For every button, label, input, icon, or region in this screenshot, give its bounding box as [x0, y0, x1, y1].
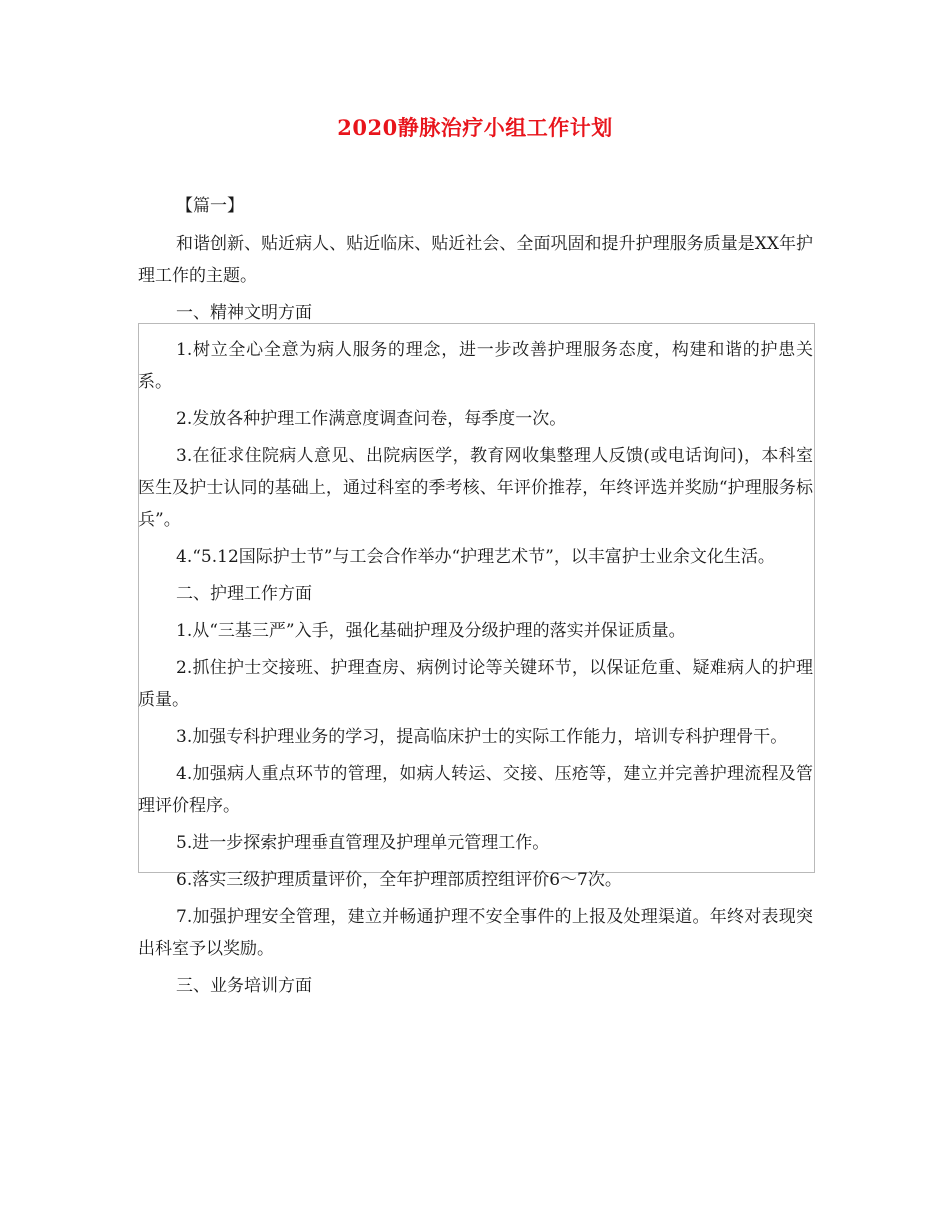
section2-item: 1.从“三基三严”入手，强化基础护理及分级护理的落实并保证质量。	[176, 621, 686, 641]
section-heading-3: 三、业务培训方面	[176, 976, 312, 996]
section1-item: 2.发放各种护理工作满意度调查问卷，每季度一次。	[176, 409, 567, 429]
document-body	[138, 190, 813, 1007]
section2-item: 3.加强专科护理业务的学习，提高临床护士的实际工作能力，培训专科护理骨干。	[176, 727, 788, 747]
section2-item: 4.加强病人重点环节的管理，如病人转运、交接、压疮等，建立并完善护理流程及管理评价程序。	[138, 764, 813, 816]
section2-item: 7.加强护理安全管理，建立并畅通护理不安全事件的上报及处理渠道。年终对表现突出科室予以奖励。	[138, 907, 813, 959]
section2-item: 2.抓住护士交接班、护理查房、病例讨论等关键环节，以保证危重、疑难病人的护理质量。	[138, 658, 813, 710]
section1-item: 4.“5.12国际护士节”与工会合作举办“护理艺术节”，以丰富护士业余文化生活。	[176, 547, 775, 567]
section-heading-2: 二、护理工作方面	[176, 584, 312, 604]
intro-paragraph: 和谐创新、贴近病人、贴近临床、贴近社会、全面巩固和提升护理服务质量是XX年护理工作的主题。	[138, 234, 813, 286]
part-label: 【篇一】	[176, 196, 244, 216]
section2-item: 5.进一步探索护理垂直管理及护理单元管理工作。	[176, 833, 550, 853]
section1-item: 3.在征求住院病人意见、出院病医学，教育网收集整理人反馈(或电话询问)，本科室医生及护士认同的基础上，通过科室的季考核、年评价推荐，年终评选并奖励“护理服务标兵”。	[138, 446, 813, 530]
section2-item: 6.落实三级护理质量评价，全年护理部质控组评价6～7次。	[176, 870, 622, 890]
document-title: 2020静脉治疗小组工作计划	[337, 115, 613, 140]
section-heading-1: 一、精神文明方面	[176, 303, 312, 323]
section1-item: 1.树立全心全意为病人服务的理念，进一步改善护理服务态度，构建和谐的护患关系。	[138, 340, 813, 392]
